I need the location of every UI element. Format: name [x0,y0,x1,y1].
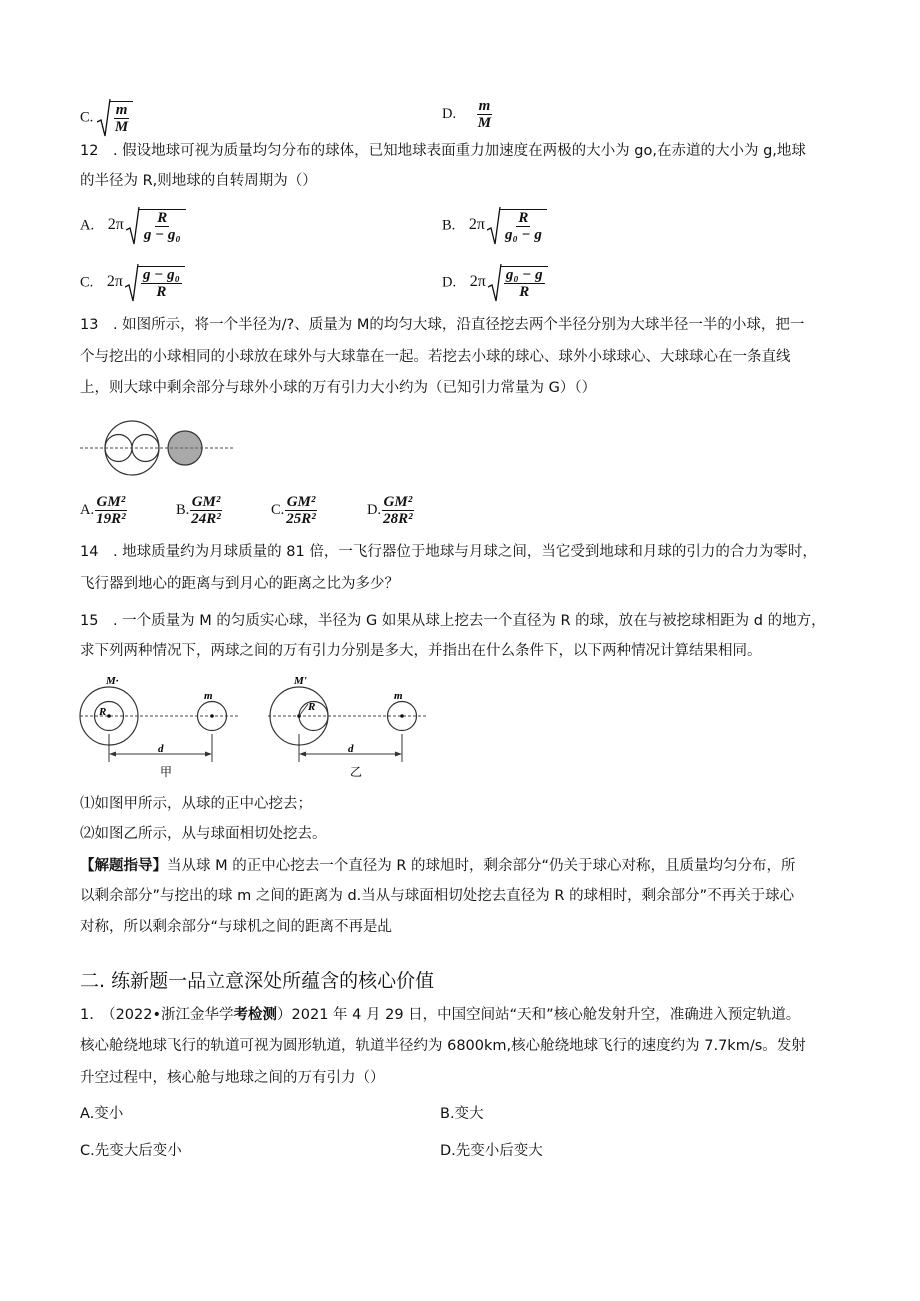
section2-q1-option-b: B.变大 [440,1106,484,1122]
q15-fig-a-M-label: M· [106,675,119,687]
q15-hint-label: 【解题指导】 [80,858,167,874]
section2-q1-line1: 1. （2022•浙江金华学考检测）2021 年 4 月 29 日，中国空间站“天和”核心舱发射升空，准确进入预定轨道。 [80,1007,801,1023]
q12-option-c: C. 2π $\frac{\text{g − g₀}}{R}$ [80,263,185,303]
q11-option-c-sqrt [97,98,133,138]
q14-line2: 飞行器到地心的距离与到月心的距离之比为多少？ [80,576,399,592]
q13-option-d: D. $\frac{\text{GM²}}{\text{28R²}}$ [367,494,413,527]
q15-fig-a-d-label: d [158,743,164,755]
q11-option-c [80,98,133,138]
q13-figure [78,420,238,476]
q12-option-d: D. 2π $\frac{\text{g₀ − g}}{R}$ [442,263,548,303]
q11-option-d-label: D. [442,105,457,122]
q15-line1: 15 . 一个质量为 M 的匀质实心球，半径为 G 如果从球上挖去一个直径为 R 的球，放在与被挖球相距为 d 的地方， [80,613,826,629]
q13-line1: 13 . 如图所示，将一个半径为/?、质量为 M的均匀大球，沿直径挖去两个半径分别为大球半径一半的小球，把一 [80,317,805,333]
q15-hint-line3: 对称，所以剩余部分“与球机之间的距离不再是乩 [80,919,393,935]
section2-heading: 二. 练新题一品立意深处所蕴含的核心价值 [80,970,435,992]
q11-option-d [442,98,493,131]
q15-fig-b-d-label: d [348,743,354,755]
q12-option-b: B. 2π $\frac{R}{\text{g₀ − g}}$ [442,206,547,246]
q15-hint-line1: 【解题指导】当从球 M 的正中心挖去一个直径为 R 的球旭时，剩余部分“仍关于球心对称，且质量均匀分布，所 [80,858,796,874]
section2-q1-line2: 核心舱绕地球飞行的轨道可视为圆形轨道，轨道半径约为 6800km,核心舱绕地球飞行的速度约为 7.7km/s。发射 [80,1038,806,1054]
q13-option-a: A. $\frac{\text{GM²}}{\text{19R²}}$ [80,494,126,527]
q12-line1: 12 . 假设地球可视为质量均匀分布的球体，已知地球表面重力加速度在两极的大小为 go,在赤道的大小为 g,地球 [80,143,806,159]
q15-fig-b-m-label: m [394,690,403,702]
q12-line2: 的半径为 R,则地球的自转周期为（） [80,173,317,189]
section2-q1-option-d: D.先变小后变大 [440,1143,543,1159]
section2-q1-option-c: C.先变大后变小 [80,1143,182,1159]
q11-option-c-label: C. [80,109,94,126]
q11-option-c-fraction: $\frac{m}{M}$ [114,102,129,135]
q15-fig-a-m-label: m [204,690,213,702]
q15-sub1: ⑴如图甲所示，从球的正中心挖去； [80,796,312,812]
section2-q1-line3: 升空过程中，核心舱与地球之间的万有引力（） [80,1070,385,1086]
q15-fig-b-R-label: R [308,701,316,713]
q15-hint-line2: 以剩余部分”与挖出的球 m 之间的距离为 d.当从与球面相切处挖去直径为 R 的球相时，剩余部分”不再关于球心 [80,888,795,904]
q15-fig-a-R-label: R [99,706,107,718]
q15-figure-a [78,672,242,784]
q14-line1: 14 . 地球质量约为月球质量的 81 倍，一飞行器位于地球与月球之间，当它受到地球和月球的引力的合力为零时， [80,544,817,560]
q15-figure-b [266,672,430,784]
q15-fig-b-M-label: M' [294,675,307,687]
q13-option-c: C. $\frac{\text{GM²}}{\text{25R²}}$ [271,494,316,527]
q11-option-d-fraction: $\frac{m}{M}$ [477,98,492,131]
q15-fig-b-caption: 乙 [350,765,363,779]
section2-q1-option-a: A.变小 [80,1106,124,1122]
q15-sub2: ⑵如图乙所示，从与球面相切处挖去。 [80,826,327,842]
q15-fig-a-caption: 甲 [160,765,173,779]
q13-option-b: B. $\frac{\text{GM²}}{\text{24R²}}$ [176,494,221,527]
q12-option-a: A. 2π $\frac{R}{\text{g − g₀}}$ [80,206,186,246]
q13-line3: 上，则大球中剩余部分与球外小球的万有引力大小约为（已知引力常量为 G）（） [80,380,597,396]
q13-line2: 个与挖出的小球相同的小球放在球外与大球靠在一起。若挖去小球的球心、球外小球球心、大球球心在一条直线 [80,349,791,365]
q15-line2: 求下列两种情况下，两球之间的万有引力分别是多大，并指出在什么条件下，以下两种情况计算结果相同。 [80,643,762,659]
